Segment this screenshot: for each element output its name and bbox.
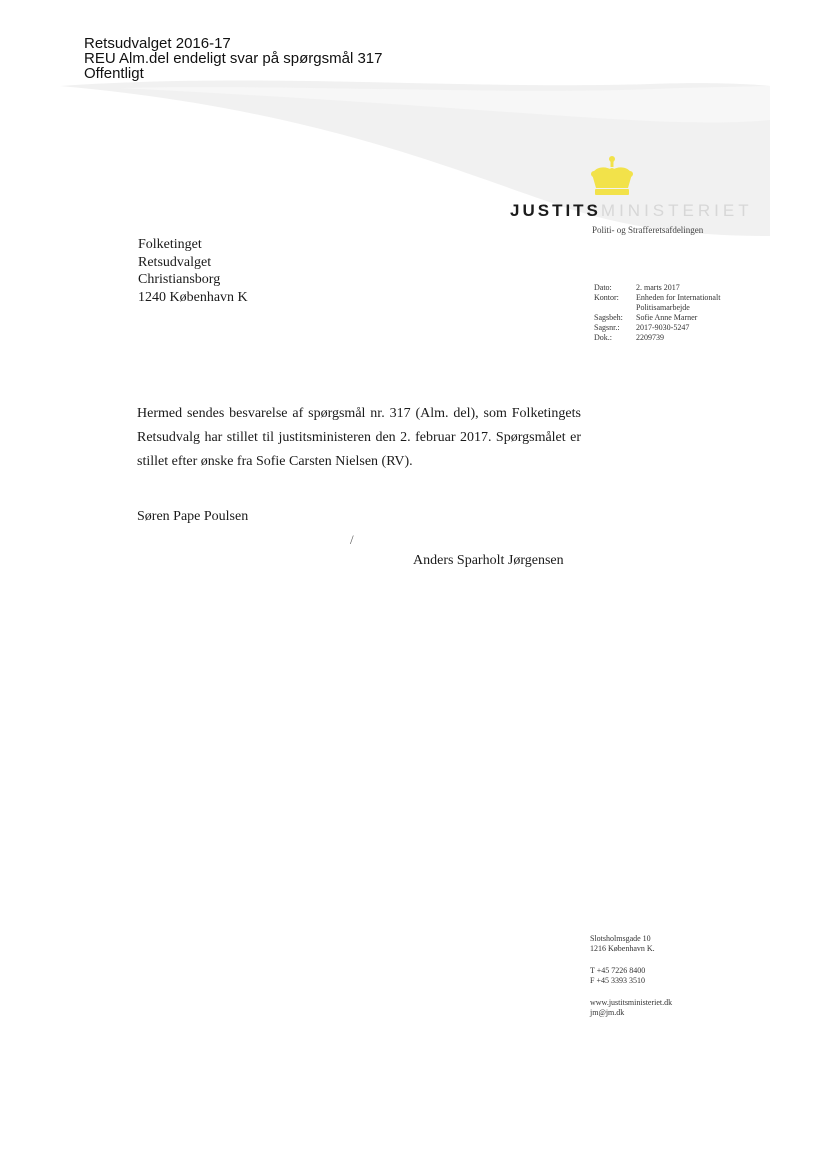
archive-stamp xyxy=(84,36,382,81)
meta-value: 2017-9030-5247 xyxy=(636,323,690,332)
footer-email: jm@jm.dk xyxy=(590,1008,625,1017)
official-signature: Anders Sparholt Jørgensen xyxy=(413,553,564,568)
footer-website: www.justitsministeriet.dk xyxy=(590,998,673,1007)
wordmark-light: MINISTERIET xyxy=(600,201,753,220)
ministry-wordmark xyxy=(510,201,753,221)
recipient-line: 1240 København K xyxy=(138,289,248,305)
recipient-line: Retsudvalget xyxy=(138,254,212,270)
meta-value: 2. marts 2017 xyxy=(636,283,680,292)
stamp-committee: Retsudvalget 2016-17 xyxy=(84,35,231,52)
meta-label: Kontor: xyxy=(594,293,619,302)
meta-value: Enheden for Internationalt xyxy=(636,293,721,302)
meta-value: 2209739 xyxy=(636,333,664,342)
signature-slash: / xyxy=(350,532,354,547)
letter-body: Hermed sendes besvarelse af spørgsmål nr. 317 (Alm. del), som Folketingets Retsudvalg har stillet til justitsministeren den 2. februar 2017. Spørgsmålet er stillet efter ønske fra Sofie Carsten Nielsen (RV). xyxy=(137,406,581,469)
footer-city: 1216 København K. xyxy=(590,944,655,953)
wordmark-bold: JUSTITS xyxy=(510,201,601,220)
meta-label: Sagsnr.: xyxy=(594,323,620,332)
ministry-contact-footer xyxy=(590,934,672,1018)
meta-label: Dok.: xyxy=(594,333,612,342)
meta-value: Politisamarbejde xyxy=(636,303,690,312)
crown-icon xyxy=(588,154,636,198)
stamp-document-title: REU Alm.del endeligt svar på spørgsmål 317 xyxy=(84,50,383,67)
department-name: Politi- og Strafferetsafdelingen xyxy=(592,225,704,235)
recipient-address xyxy=(138,236,248,306)
minister-signature: Søren Pape Poulsen xyxy=(137,509,249,524)
recipient-line: Christiansborg xyxy=(138,272,221,287)
footer-phone: T +45 7226 8400 xyxy=(590,966,646,975)
footer-fax: F +45 3393 3510 xyxy=(590,976,645,985)
recipient-line: Folketinget xyxy=(138,237,202,252)
meta-value: Sofie Anne Marner xyxy=(636,313,698,322)
stamp-classification: Offentligt xyxy=(84,65,144,82)
document-metadata xyxy=(594,283,720,343)
meta-label: Dato: xyxy=(594,283,612,292)
meta-label: Sagsbeh: xyxy=(594,313,623,322)
footer-street: Slotsholmsgade 10 xyxy=(590,934,651,943)
